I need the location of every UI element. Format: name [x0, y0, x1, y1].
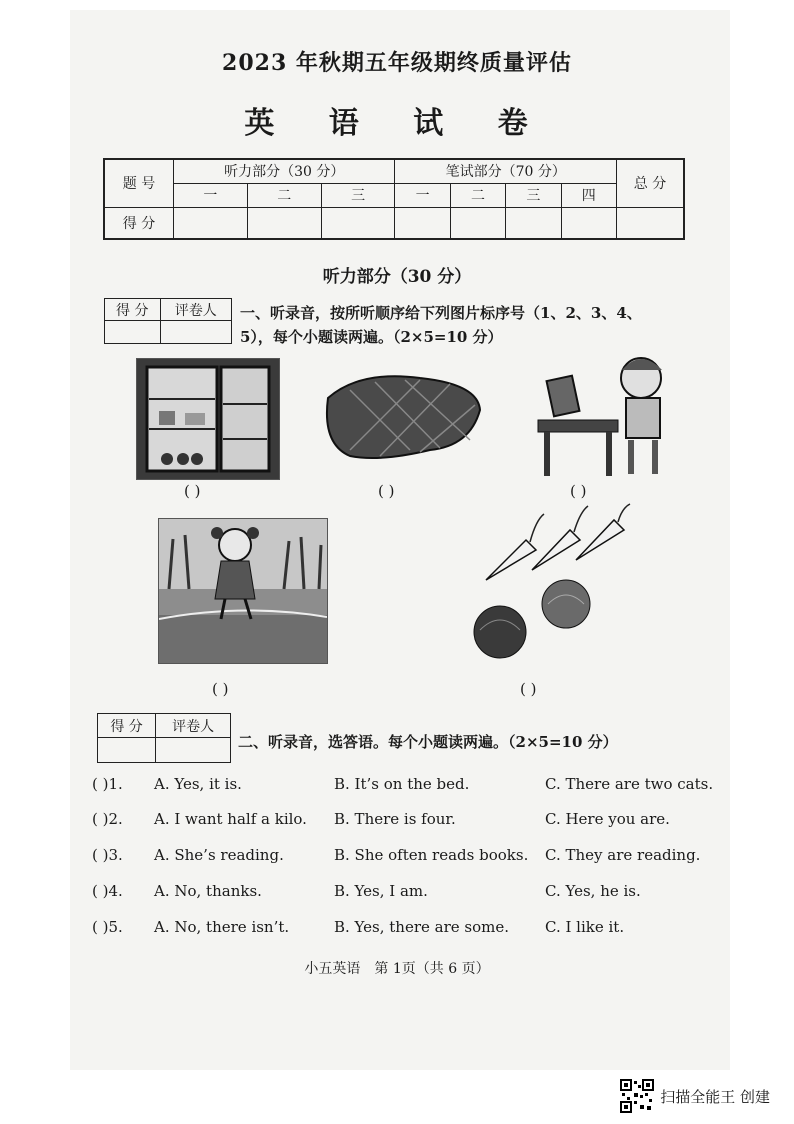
question-number: ( )2. — [92, 810, 123, 828]
scanner-watermark — [620, 1079, 770, 1113]
option-a: A. Yes, it is. — [154, 775, 242, 793]
score-cell — [617, 207, 685, 239]
listening-col-1: 一 — [174, 183, 248, 207]
grader-score-label: 得 分 — [105, 299, 161, 321]
grader-cell — [98, 738, 156, 763]
option-c: C. Here you are. — [545, 810, 670, 828]
fridge-drawing — [137, 359, 279, 479]
qr-code-icon — [620, 1079, 654, 1113]
option-b: B. Yes, there are some. — [334, 918, 510, 936]
picture-1-answer: ( ) — [184, 482, 201, 500]
question-number: ( )4. — [92, 882, 123, 900]
score-cell — [174, 207, 248, 239]
option-b: B. There is four. — [334, 810, 456, 828]
score-cell — [321, 207, 395, 239]
option-b: B. She often reads books. — [334, 846, 529, 864]
fridge-image — [136, 358, 280, 480]
grader-score-label: 得 分 — [98, 714, 156, 738]
writing-col-1: 一 — [395, 183, 450, 207]
question-number: ( )1. — [92, 775, 123, 793]
question-number: ( )5. — [92, 918, 123, 936]
score-cell — [450, 207, 505, 239]
grader-box-1 — [104, 298, 232, 344]
score-row-label: 得 分 — [104, 207, 174, 239]
writing-col-3: 三 — [506, 183, 561, 207]
score-cell — [561, 207, 616, 239]
option-a: A. I want half a kilo. — [154, 810, 307, 828]
picture-2-answer: ( ) — [378, 482, 395, 500]
question-row — [92, 882, 712, 904]
option-c: C. There are two cats. — [545, 775, 714, 793]
grader-name-label: 评卷人 — [156, 714, 231, 738]
part1-instruction-line1: 一、听录音，按所听顺序给下列图片标序号（1、2、3、4、 — [240, 304, 642, 322]
grader-cell — [156, 738, 231, 763]
steak-image — [320, 370, 486, 466]
listening-col-2: 二 — [247, 183, 321, 207]
option-a: A. No, thanks. — [154, 882, 262, 900]
writing-col-2: 二 — [450, 183, 505, 207]
score-cell — [506, 207, 561, 239]
question-row — [92, 918, 712, 940]
option-c: C. I like it. — [545, 918, 625, 936]
option-a: A. No, there isn’t. — [154, 918, 290, 936]
item-label: 题 号 — [104, 159, 174, 207]
part2-instruction: 二、听录音，选答语。每个小题读两遍。（2×5=10 分） — [238, 733, 618, 751]
listening-col-3: 三 — [321, 183, 395, 207]
boy-computer-image — [536, 350, 670, 478]
writing-col-4: 四 — [561, 183, 616, 207]
page-footer: 小五英语 第 1页（共 6 页） — [304, 961, 490, 977]
option-a: A. She’s reading. — [154, 846, 284, 864]
option-b: B. It’s on the bed. — [334, 775, 470, 793]
question-row — [92, 775, 712, 797]
score-cell — [247, 207, 321, 239]
question-row — [92, 846, 712, 868]
girl-field-image — [158, 518, 328, 664]
total-label: 总 分 — [617, 159, 685, 207]
boy-computer-drawing — [536, 350, 670, 478]
grader-cell — [160, 321, 231, 344]
girl-field-drawing — [159, 519, 327, 663]
writing-header: 笔试部分（70 分） — [395, 159, 617, 183]
option-b: B. Yes, I am. — [334, 882, 428, 900]
picture-5-answer: ( ) — [520, 680, 537, 698]
steak-drawing — [320, 370, 486, 466]
picture-3-answer: ( ) — [570, 482, 587, 500]
grader-name-label: 评卷人 — [160, 299, 231, 321]
scanner-label: 扫描全能王 创建 — [660, 1087, 770, 1106]
grader-box-2 — [97, 713, 231, 763]
question-number: ( )3. — [92, 846, 123, 864]
exam-title: 2023 年秋期五年级期终质量评估 — [222, 50, 572, 76]
grader-cell — [105, 321, 161, 344]
option-c: C. Yes, he is. — [545, 882, 641, 900]
picture-4-answer: ( ) — [212, 680, 229, 698]
score-cell — [395, 207, 450, 239]
carrots-cabbages-drawing — [466, 500, 636, 668]
exam-subtitle: 英 语 试 卷 — [244, 106, 550, 141]
carrots-cabbages-image — [466, 500, 636, 668]
listening-section-title: 听力部分（30 分） — [322, 267, 472, 287]
score-table — [103, 158, 685, 240]
part1-instruction-line2: 5），每个小题读两遍。（2×5=10 分） — [240, 328, 503, 346]
listening-header: 听力部分（30 分） — [174, 159, 395, 183]
option-c: C. They are reading. — [545, 846, 701, 864]
question-row — [92, 810, 712, 832]
